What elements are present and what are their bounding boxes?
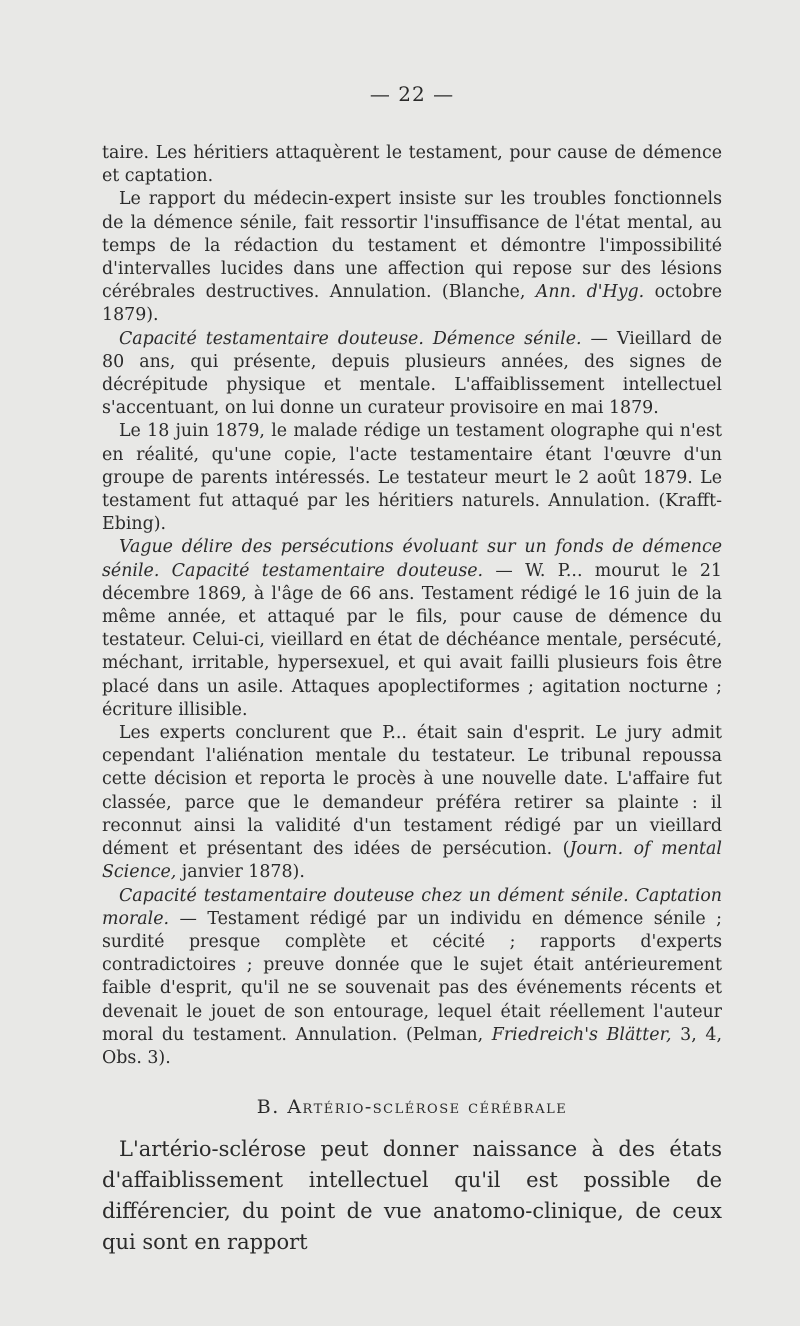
italic-run: Vague délire des persécutions évoluant sur un fonds de démence sénile. Capacité testamentaire douteuse. [102, 537, 722, 581]
text-run: — Testament rédigé par un individu en démence sénile ; surdité presque complète et cécité ; rapports d'experts contradictoires ; preuve donnée que le sujet était antérieurement faible d'esprit, qu'il ne se souvenait pas des événements récents et devenait le jouet de son entourage, lequel était réellement l'auteur moral du testament. Annulation. (Pelman, [102, 908, 722, 1045]
section-heading: B. Artério-sclérose cérébrale [256, 1096, 568, 1119]
text-run: — Vieillard de 80 ans, qui présente, depuis plusieurs années, des signes de décrépitude physique et mentale. L'affaiblissement intellectuel s'accentuant, on lui donne un curateur provisoire en mai 1879. [102, 328, 722, 419]
text-run: janvier 1878). [176, 862, 305, 883]
italic-run: Ann. d'Hyg. [535, 282, 645, 303]
text-run: 3, 4, Obs. 3). [102, 1024, 722, 1068]
italic-run: Friedreich's Blätter, [491, 1024, 672, 1045]
text-run: — W. P... mourut le 21 décembre 1869, à l'âge de 66 ans. Testament rédigé le 16 juin de la même année, et attaqué par le fils, pour cause de démence du testateur. Celui-ci, vieillard en état de déchéance mentale, persécuté, méchant, irritable, hypersexuel, et qui avait failli plusieurs fois être placé dans un asile. Attaques apoplectiformes ; agitation nocturne ; écriture illisible. [102, 560, 723, 720]
text-run: octobre 1879). [102, 282, 722, 326]
italic-run: Capacité testamentaire douteuse. Démence sénile. [119, 328, 582, 349]
page-number: — 22 — [369, 82, 455, 106]
text-run: Le 18 juin 1879, le malade rédige un testament olographe qui n'est en réalité, qu'une copie, l'acte testamentaire étant l'œuvre d'un groupe de parents intéressés. Le testateur meurt le 2 août 1879. Le testament fut attaqué par les héritiers naturels. Annulation. (Krafft-Ebing). [102, 421, 722, 535]
body-text [102, 142, 722, 1070]
lead-paragraph: L'artério-sclérose peut donner naissance à des états d'affaiblissement intellectuel qu'il est possible de différencier, du point de vue anatomo-clinique, de ceux qui sont en rapport [102, 1137, 722, 1255]
paragraph-3 [102, 328, 722, 421]
paragraph-6 [102, 722, 722, 884]
paragraph-7 [102, 885, 722, 1071]
paragraph-4 [102, 420, 722, 536]
text-run: Les experts conclurent que P... était sain d'esprit. Le jury admit cependant l'aliénation mentale du testateur. Le tribunal repoussa cette décision et reporta le procès à une nouvelle date. L'affaire fut classée, parce que le demandeur préféra retirer sa plainte : il reconnut ainsi la validité d'un testament rédigé par un vieillard dément et présentant des idées de persécution. ( [102, 723, 722, 860]
text-run: taire. Les héritiers attaquèrent le testament, pour cause de démence et captation. [102, 143, 722, 187]
italic-run: Journ. of mental Science, [102, 839, 722, 883]
italic-run: Capacité testamentaire douteuse chez un dément sénile. Captation morale. [102, 885, 722, 929]
text-run: Le rapport du médecin-expert insiste sur les troubles fonctionnels de la démence sénile, fait ressortir l'insuffisance de l'état mental, au temps de la rédaction du testament et démontre l'impossibilité d'intervalles lucides dans une affection qui repose sur des lésions cérébrales destructives. Annulation. (Blanche, [102, 189, 722, 303]
paragraph-5 [102, 536, 722, 722]
paragraph-2 [102, 188, 722, 327]
paragraph-1 [102, 142, 722, 188]
